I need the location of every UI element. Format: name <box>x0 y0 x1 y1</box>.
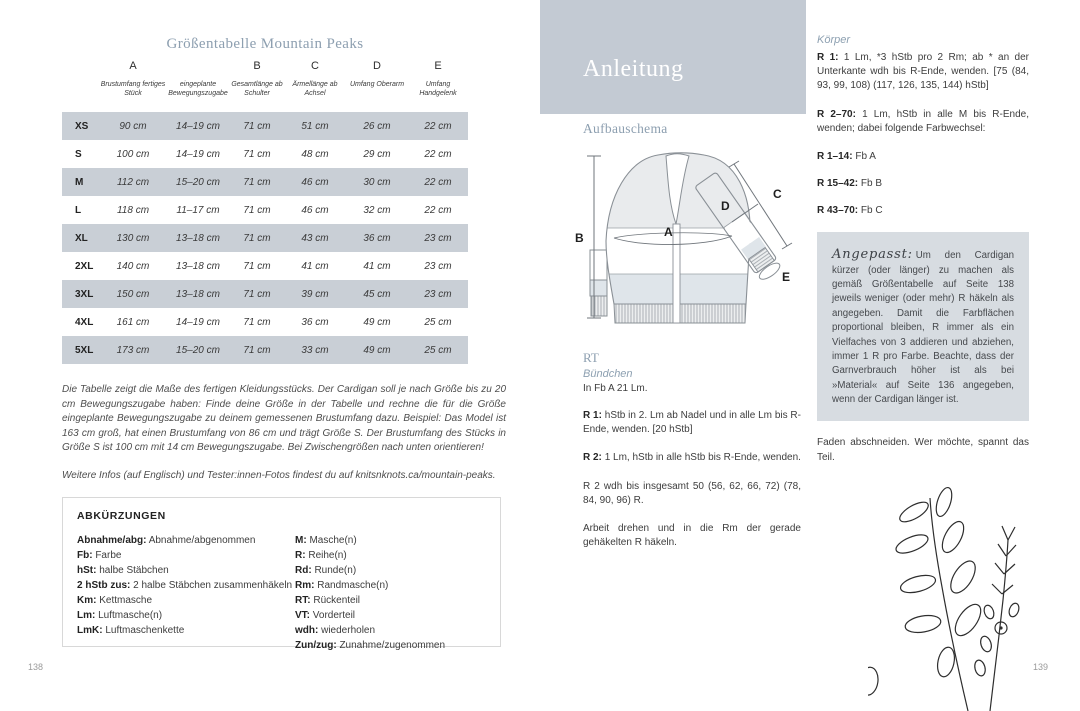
size-label: M <box>75 176 84 188</box>
cell: 23 cm <box>424 260 452 272</box>
abbr-value: halbe Stäbchen <box>99 565 169 576</box>
koerper-heading: Körper <box>817 34 851 46</box>
cell: 11–17 cm <box>176 204 220 216</box>
abbr-key: Km: <box>77 595 97 606</box>
cell: 100 cm <box>116 148 150 160</box>
abbr-key: Rd: <box>295 565 312 576</box>
rt-intro: In Fb A 21 Lm. <box>583 383 648 394</box>
rt-step <box>583 522 801 550</box>
abbr-key: Zun/zug: <box>295 640 337 651</box>
rt-step <box>583 480 801 508</box>
abbr-entry <box>77 608 295 623</box>
cell: 161 cm <box>116 316 150 328</box>
col-letter <box>166 60 230 78</box>
table-row <box>62 196 468 224</box>
schema-title: Aufbauschema <box>583 121 668 136</box>
cell: 25 cm <box>424 344 452 356</box>
step-label: R 2: <box>583 452 602 464</box>
step-text: Fb C <box>860 205 883 217</box>
abbreviations-columns <box>77 533 486 653</box>
rt-subheading: Bündchen <box>583 368 633 380</box>
size-label: XS <box>75 120 89 132</box>
step-text: Arbeit drehen und in die Rm der gerade gehäkelten R häkeln. <box>583 522 801 549</box>
step-label: R 2–70: <box>817 108 856 120</box>
col-letter: A <box>129 60 137 72</box>
abbr-entry <box>77 593 295 608</box>
cell: 46 cm <box>301 204 329 216</box>
abbr-key: 2 hStb zus: <box>77 580 131 591</box>
abbr-key: Lm: <box>77 610 96 621</box>
cell: 23 cm <box>424 232 452 244</box>
abbr-value: Masche(n) <box>309 535 357 546</box>
size-label: 5XL <box>75 344 94 356</box>
step-text: 1 Lm, hStb in alle M bis R-Ende, wenden; dabei folgende Farbwechsel: <box>817 108 1029 134</box>
abbr-key: hSt: <box>77 565 97 576</box>
step-label: R 1: <box>583 410 602 421</box>
cell: 150 cm <box>116 288 150 300</box>
adjustment-note-box <box>817 232 1029 422</box>
col-caption: eingeplante Bewegungszugabe <box>168 81 228 98</box>
abbr-entry <box>295 608 485 623</box>
koerper-step <box>817 177 1029 191</box>
col-caption <box>62 78 100 112</box>
cell: 39 cm <box>301 288 329 300</box>
table-note-link-paragraph: Weitere Infos (auf Englisch) und Tester:innen-Fotos findest du auf knitsnknots.ca/mountain-peaks. <box>62 469 496 481</box>
size-table-title: Größentabelle Mountain Peaks <box>166 36 364 52</box>
col-caption: Brustumfang fertiges Stück <box>100 81 166 98</box>
step-label: R 1: <box>817 52 839 63</box>
schema-label-b: B <box>575 231 584 245</box>
table-row <box>62 224 468 252</box>
step-text: hStb in 2. Lm ab Nadel und in alle Lm bis R-Ende, wenden. [20 hStb] <box>583 410 801 436</box>
cell: 13–18 cm <box>176 288 220 300</box>
abbr-entry <box>295 548 485 563</box>
abbr-entry <box>77 533 295 548</box>
abbr-key: M: <box>295 535 307 546</box>
cell: 46 cm <box>301 176 329 188</box>
rt-section <box>583 350 801 564</box>
col-letter: B <box>253 60 261 72</box>
abbr-key: RT: <box>295 595 311 606</box>
table-row <box>62 308 468 336</box>
col-caption: Umfang Oberarm <box>349 81 405 88</box>
cell: 13–18 cm <box>176 232 220 244</box>
abbr-key: LmK: <box>77 625 103 636</box>
size-label: 2XL <box>75 260 94 272</box>
table-row <box>62 168 468 196</box>
cell: 14–19 cm <box>176 316 220 328</box>
abbr-value: Randmasche(n) <box>317 580 389 591</box>
cell: 22 cm <box>424 148 452 160</box>
cell: 14–19 cm <box>176 120 220 132</box>
cell: 48 cm <box>301 148 329 160</box>
schema-left-sleeve <box>590 250 607 316</box>
cell: 13–18 cm <box>176 260 220 272</box>
abbr-value: Farbe <box>95 550 122 561</box>
abbr-value: 2 halbe Stäbchen zusammenhäkeln <box>133 580 293 591</box>
abbr-key: Rm: <box>295 580 315 591</box>
cell: 36 cm <box>301 316 329 328</box>
table-row <box>62 140 468 168</box>
cell: 173 cm <box>116 344 150 356</box>
cardigan-schema-diagram <box>570 146 814 351</box>
col-letter: D <box>373 60 381 72</box>
abbr-value: Abnahme/abgenommen <box>148 535 256 546</box>
abbr-value: Kettmasche <box>99 595 153 606</box>
step-label: R 43–70: <box>817 205 859 217</box>
cell: 71 cm <box>243 204 271 216</box>
koerper-step <box>817 150 1029 164</box>
table-row <box>62 336 468 364</box>
abbr-entry <box>295 593 485 608</box>
table-row <box>62 112 468 140</box>
table-row <box>62 252 468 280</box>
koerper-step <box>817 204 1029 218</box>
floral-illustration <box>868 482 1072 711</box>
note-text: Um den Cardigan kürzer (oder länger) zu machen als gemäß Größentabelle auf Seite 138 jeweils weniger (oder mehr) R häkeln als angegeben. Damit die Farbflächen proportional bleiben, R immer als ein Vielfaches von 3 addieren und abziehen, immer 1 R pro Farbe. Beachte, dass der Garnverbrauch höher ist als bei »Material« auf Seite 136 angegeben, wenn der Cardigan länger ist. <box>832 249 1014 405</box>
abbr-value: Zunahme/zugenommen <box>339 640 446 651</box>
step-label: R 1–14: <box>817 150 853 162</box>
koerper-step <box>817 108 1029 136</box>
step-text: Fb A <box>855 150 876 162</box>
cell: 45 cm <box>363 288 391 300</box>
cell: 43 cm <box>301 232 329 244</box>
abbr-value: Runde(n) <box>314 565 357 576</box>
col-letter: E <box>434 60 442 72</box>
cell: 49 cm <box>363 344 391 356</box>
schema-label-e: E <box>782 270 791 284</box>
abbr-key: Fb: <box>77 550 93 561</box>
cell: 15–20 cm <box>176 176 220 188</box>
note-label: Angepasst: <box>832 246 913 262</box>
abbreviations-box <box>62 497 501 651</box>
size-table-header-letters <box>62 60 468 78</box>
step-text: 1 Lm, *3 hStb pro 2 Rm; ab * an der Unterkante wdh bis R-Ende, wenden. [75 (84, 93, 99, 108) (117, 126, 135, 144) hStb] <box>817 52 1029 92</box>
abbr-key: Abnahme/abg: <box>77 535 147 546</box>
cell: 15–20 cm <box>176 344 220 356</box>
abbr-entry <box>295 623 485 638</box>
table-notes <box>62 383 506 496</box>
cell: 130 cm <box>116 232 150 244</box>
step-text: 1 Lm, hStb in alle hStb bis R-Ende, wenden. <box>604 452 801 464</box>
cell: 49 cm <box>363 316 391 328</box>
cell: 71 cm <box>243 176 271 188</box>
size-label: L <box>75 204 82 216</box>
col-caption: Umfang Handgelenk <box>419 81 457 98</box>
size-label: S <box>75 148 82 160</box>
size-label: 4XL <box>75 316 94 328</box>
abbr-value: Vorderteil <box>312 610 356 621</box>
page-number-left: 138 <box>28 662 44 672</box>
step-label: R 15–42: <box>817 178 859 190</box>
cell: 51 cm <box>301 120 329 132</box>
size-table-header-captions <box>62 78 468 112</box>
abbr-entry <box>295 563 485 578</box>
abbr-entry <box>77 563 295 578</box>
abbreviations-left-column <box>77 533 295 653</box>
koerper-outro: Faden abschneiden. Wer möchte, spannt das Teil. <box>817 437 1029 463</box>
abbr-value: Reihe(n) <box>308 550 347 561</box>
cell: 23 cm <box>424 288 452 300</box>
rt-step <box>583 409 801 437</box>
abbr-entry <box>77 623 295 638</box>
cell: 36 cm <box>363 232 391 244</box>
cell: 90 cm <box>119 120 147 132</box>
col-letter: C <box>311 60 319 72</box>
cell: 71 cm <box>243 344 271 356</box>
abbr-entry <box>295 533 485 548</box>
page-number-right: 139 <box>1033 662 1049 672</box>
cell: 140 cm <box>116 260 150 272</box>
abbr-key: wdh: <box>295 625 319 636</box>
col-caption: Ärmellänge ab Achsel <box>292 81 338 98</box>
size-label: 3XL <box>75 288 94 300</box>
cell: 33 cm <box>301 344 329 356</box>
cell: 118 cm <box>116 204 150 216</box>
abbr-value: wiederholen <box>321 625 376 636</box>
abbr-value: Luftmaschenkette <box>105 625 185 636</box>
chapter-title: Anleitung <box>583 56 684 82</box>
cell: 26 cm <box>363 120 391 132</box>
cell: 71 cm <box>243 148 271 160</box>
abbr-entry <box>295 638 485 653</box>
koerper-step <box>817 51 1029 94</box>
rt-heading: RT <box>583 350 599 365</box>
table-note-paragraph: Die Tabelle zeigt die Maße des fertigen Kleidungsstücks. Der Cardigan soll je nach Größe bis zu 20 cm Bewegungszugabe haben: Finde deine Größe in der Tabelle und rechne die für die Größe eingeplante Bewegungszugabe zu deinem gemessenen Brustumfang dazu. Beispiel: Das Model ist 163 cm groß, hat einen Brustumfang von 86 cm und trägt Größe S. Der Brustumfang des Stücks in Größe S ist 100 cm mit 14 cm Bewegungszugabe. Bei Zwischengrößen nach unten orientieren! <box>62 384 506 453</box>
chapter-header-box <box>540 0 806 114</box>
cell: 14–19 cm <box>176 148 220 160</box>
schema-label-a: A <box>664 225 673 239</box>
schema-front-band <box>673 224 680 323</box>
schema-label-c: C <box>773 187 782 201</box>
abbr-entry <box>77 578 295 593</box>
abbr-entry <box>77 548 295 563</box>
cell: 71 cm <box>243 288 271 300</box>
cell: 32 cm <box>363 204 391 216</box>
table-row <box>62 280 468 308</box>
cell: 41 cm <box>301 260 329 272</box>
cell: 22 cm <box>424 204 452 216</box>
cell: 25 cm <box>424 316 452 328</box>
schema-label-d: D <box>721 199 730 213</box>
abbr-value: Luftmasche(n) <box>98 610 163 621</box>
cell: 41 cm <box>363 260 391 272</box>
rt-step <box>583 451 801 465</box>
col-caption: Gesamtlänge ab Schulter <box>231 81 283 98</box>
koerper-section <box>817 34 1029 479</box>
cell: 71 cm <box>243 260 271 272</box>
abbr-key: R: <box>295 550 306 561</box>
size-table <box>62 60 468 364</box>
cell: 112 cm <box>116 176 150 188</box>
cell: 30 cm <box>363 176 391 188</box>
cell: 71 cm <box>243 232 271 244</box>
size-label: XL <box>75 232 88 244</box>
cell: 29 cm <box>363 148 391 160</box>
step-text: R 2 wdh bis insgesamt 50 (56, 62, 66, 72) (78, 84, 90, 96) R. <box>583 480 801 506</box>
abbreviations-title: ABKÜRZUNGEN <box>77 510 166 522</box>
col-letter <box>62 60 100 78</box>
abbreviations-right-column <box>295 533 485 653</box>
cell: 71 cm <box>243 316 271 328</box>
cell: 22 cm <box>424 120 452 132</box>
step-text: Fb B <box>860 178 883 190</box>
cell: 71 cm <box>243 120 271 132</box>
abbr-entry <box>295 578 485 593</box>
abbr-key: VT: <box>295 610 310 621</box>
cell: 22 cm <box>424 176 452 188</box>
abbr-value: Rückenteil <box>313 595 361 606</box>
